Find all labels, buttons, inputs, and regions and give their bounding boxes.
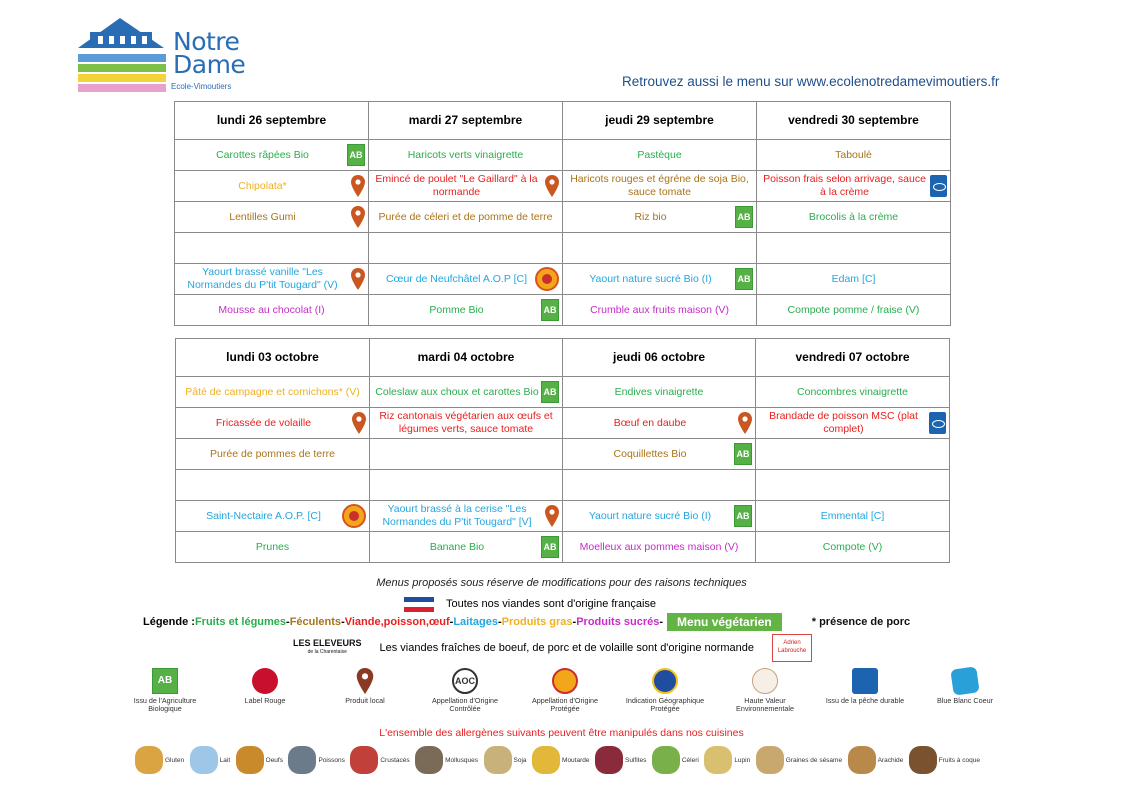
day-header-row	[176, 339, 950, 377]
allergen-item	[652, 746, 699, 774]
label-caption: Issu de l'Agriculture Biologique	[133, 696, 197, 713]
allergen-item	[704, 746, 750, 774]
allergen-label: Mollusques	[445, 756, 479, 764]
dish-name: Brocolis à la crème	[808, 210, 899, 223]
dish-name: Lentilles Gumi	[229, 210, 296, 223]
day-header: lundi 03 octobre	[176, 339, 370, 377]
menu-cell	[563, 295, 757, 326]
menu-cell	[175, 202, 369, 233]
local-pin-icon	[738, 412, 752, 434]
allergen-icon	[652, 746, 680, 774]
label-aoc-icon: AOC	[452, 668, 478, 694]
msc-icon	[929, 412, 946, 434]
menu-cell	[756, 470, 950, 501]
dish-name: Emincé de poulet "Le Gaillard" à la normande	[375, 173, 538, 198]
menu-cell	[757, 202, 951, 233]
menu-cell	[176, 408, 370, 439]
menu-cell	[369, 295, 563, 326]
dish-name: Haricots rouges et égréne de soja Bio, sauce tomate	[570, 173, 749, 198]
menu-row	[176, 532, 950, 563]
dish-name: Compote (V)	[822, 540, 883, 553]
dish-name: Saint-Nectaire A.O.P. [C]	[206, 509, 321, 522]
allergen-icon	[135, 746, 163, 774]
eleveurs-badge-line-2: de la Charentaise	[307, 649, 347, 655]
menu-cell	[175, 140, 369, 171]
allergen-item	[484, 746, 527, 774]
allergen-label: Fruits à coque	[938, 756, 980, 764]
label-aop	[525, 664, 605, 726]
menu-cell	[563, 501, 756, 532]
label-caption: Appellation d'Origine Protégée	[531, 696, 599, 713]
menu-row	[175, 140, 951, 171]
menu-cell	[176, 377, 370, 408]
local-pin-icon	[545, 505, 559, 527]
allergen-icon	[236, 746, 264, 774]
ab-icon: AB	[347, 144, 365, 166]
menu-cell	[370, 377, 563, 408]
menu-cell	[563, 377, 756, 408]
logo-line-1: Notre	[173, 27, 240, 56]
dish-name: Coleslaw aux choux et carottes Bio	[375, 385, 539, 398]
menu-row	[175, 264, 951, 295]
menu-cell	[369, 233, 563, 264]
dish-name: Cœur de Neufchâtel A.O.P [C]	[385, 272, 528, 285]
menu-cell	[370, 439, 563, 470]
ab-icon: AB	[735, 268, 753, 290]
allergen-label: Graines de sésame	[785, 756, 843, 764]
ab-icon: AB	[734, 505, 752, 527]
label-produit-local-icon	[352, 668, 378, 694]
allergen-label: Soja	[513, 756, 527, 764]
legend-separator: -	[497, 616, 502, 628]
allergen-icon	[595, 746, 623, 774]
menu-cell	[175, 171, 369, 202]
allergen-item	[415, 746, 478, 774]
legend-feculents: Féculents	[289, 616, 342, 628]
allergen-item	[532, 746, 589, 774]
viandes-normandes-text: Les viandes fraîches de boeuf, de porc et de volaille sont d'origine normande	[379, 642, 755, 654]
allergen-item	[236, 746, 283, 774]
menu-cell	[369, 171, 563, 202]
allergen-item	[288, 746, 344, 774]
viandes-normandes-line	[293, 633, 812, 663]
dish-name: Compote pomme / fraise (V)	[787, 303, 920, 316]
quality-labels	[125, 664, 1005, 726]
label-bbc	[925, 664, 1005, 726]
allergen-label: Moutarde	[562, 756, 590, 764]
menu-cell	[756, 408, 950, 439]
allergen-icon	[532, 746, 560, 774]
dish-name: Pomme Bio	[429, 303, 484, 316]
label-aoc	[425, 664, 505, 726]
allergen-label: Céleri	[681, 756, 699, 764]
menu-cell	[563, 532, 756, 563]
label-igp	[625, 664, 705, 726]
dish-name: Purée de pommes de terre	[210, 447, 335, 460]
dish-name: Yaourt brassé vanille "Les Normandes du P'tit Tougard" (V)	[187, 266, 338, 291]
legend-label: Légende :	[143, 616, 195, 628]
allergen-label: Lupin	[734, 756, 751, 764]
allergen-title: L'ensemble des allergènes suivants peuvent être manipulés dans nos cuisines	[379, 727, 744, 739]
label-ab	[125, 664, 205, 726]
menu-cell	[563, 233, 757, 264]
dish-name: Carottes râpées Bio	[216, 148, 309, 161]
label-caption: Appellation d'Origine Contrôlée	[431, 696, 499, 713]
menu-row	[176, 470, 950, 501]
legend-laitages: Laitages	[453, 616, 498, 628]
adrien-labrouche-badge: Adrien Labrouche	[772, 634, 812, 662]
menu-cell	[369, 264, 563, 295]
menu-cell	[757, 171, 951, 202]
allergen-item	[350, 746, 409, 774]
allergen-label: Sulfites	[625, 756, 647, 764]
label-caption: Haute Valeur Environnementale	[736, 696, 794, 713]
label-caption: Issu de la pêche durable	[825, 696, 905, 705]
porc-note: * présence de porc	[811, 616, 911, 628]
menu-cell	[756, 501, 950, 532]
eleveurs-badge-line-1: LES ELEVEURS	[293, 638, 362, 648]
dish-name: Yaourt nature sucré Bio (I)	[588, 509, 712, 522]
dish-name: Brandade de poisson MSC (plat complet)	[769, 410, 918, 435]
label-caption: Label Rouge	[244, 696, 286, 705]
label-igp-icon	[652, 668, 678, 694]
les-eleveurs-badge	[293, 639, 362, 657]
local-pin-icon	[352, 412, 366, 434]
label-caption: Produit local	[345, 696, 385, 705]
label-msc-icon	[852, 668, 878, 694]
allergen-label: Poissons	[318, 756, 345, 764]
reserve-note: Menus proposés sous réserve de modifications pour des raisons techniques	[376, 577, 747, 589]
dish-name: Mousse au chocolat (I)	[218, 303, 325, 316]
dish-name: Taboulé	[835, 148, 872, 161]
dish-name: Banane Bio	[429, 540, 485, 553]
menu-cell	[175, 295, 369, 326]
menu-cell	[176, 470, 370, 501]
menu-cell	[757, 295, 951, 326]
day-header: vendredi 07 octobre	[756, 339, 950, 377]
allergen-item	[848, 746, 904, 774]
day-header: jeudi 06 octobre	[563, 339, 756, 377]
local-pin-icon	[351, 268, 365, 290]
allergen-icon	[190, 746, 218, 774]
allergen-label: Crustacés	[380, 756, 410, 764]
dish-name: Bœuf en daube	[613, 416, 687, 429]
dish-name: Pastèque	[637, 148, 682, 161]
logo-line-2: Dame	[173, 50, 246, 79]
school-building-logo-icon	[76, 14, 172, 98]
dish-name: Endives vinaigrette	[614, 385, 704, 398]
menu-cell	[370, 501, 563, 532]
dish-name: Purée de céleri et de pomme de terre	[378, 210, 553, 223]
allergen-icon	[909, 746, 937, 774]
day-header: vendredi 30 septembre	[757, 102, 951, 140]
allergen-item	[909, 746, 980, 774]
day-header-row	[175, 102, 951, 140]
dish-name: Edam [C]	[831, 272, 876, 285]
dish-name: Crumble aux fruits maison (V)	[590, 303, 729, 316]
dish-name: Yaourt brassé à la cerise "Les Normandes du P'tit Tougard" [V]	[382, 503, 532, 528]
ab-icon: AB	[734, 443, 752, 465]
menu-cell	[369, 202, 563, 233]
dish-name: Poisson frais selon arrivage, sauce à la crème	[763, 173, 926, 198]
allergen-item	[595, 746, 646, 774]
menu-cell	[756, 439, 950, 470]
label-hve-icon	[752, 668, 778, 694]
menu-row	[175, 171, 951, 202]
menu-row	[175, 295, 951, 326]
dish-name: Emmental [C]	[820, 509, 885, 522]
allergen-item	[190, 746, 230, 774]
label-caption: Indication Géographique Protégée	[625, 696, 705, 713]
menu-cell	[757, 140, 951, 171]
dish-name: Chipolata*	[238, 179, 287, 192]
allergen-icon	[848, 746, 876, 774]
allergen-label: Arachide	[877, 756, 904, 764]
day-header: jeudi 29 septembre	[563, 102, 757, 140]
allergen-label: Oeufs	[265, 756, 283, 764]
menu-row	[176, 439, 950, 470]
menu-cell	[563, 408, 756, 439]
ab-icon: AB	[541, 536, 559, 558]
label-ab-icon: AB	[152, 668, 178, 694]
dish-name: Fricassée de volaille	[215, 416, 312, 429]
local-pin-icon	[351, 175, 365, 197]
menu-cell	[563, 202, 757, 233]
menu-cell	[175, 233, 369, 264]
dish-name: Yaourt nature sucré Bio (I)	[589, 272, 712, 285]
menu-table-week-1	[174, 101, 951, 326]
allergen-label: Gluten	[165, 756, 185, 764]
menu-cell	[756, 532, 950, 563]
ab-icon: AB	[541, 381, 559, 403]
dish-name: Concombres vinaigrette	[797, 385, 908, 398]
allergen-icon	[288, 746, 316, 774]
allergen-list	[135, 741, 980, 779]
ab-icon: AB	[735, 206, 753, 228]
logo-subtitle: Ecole-Vimoutiers	[171, 82, 232, 91]
legend-fruits-legumes: Fruits et légumes	[194, 616, 287, 628]
menu-cell	[370, 470, 563, 501]
dish-name: Haricots verts vinaigrette	[407, 148, 524, 161]
menu-cell	[370, 408, 563, 439]
label-msc	[825, 664, 905, 726]
label-produit-local	[325, 664, 405, 726]
menu-cell	[756, 377, 950, 408]
local-pin-icon	[545, 175, 559, 197]
legend-viande: Viande,poisson,œuf	[344, 616, 450, 628]
menu-row	[176, 377, 950, 408]
allergen-icon	[704, 746, 732, 774]
allergen-item	[756, 746, 842, 774]
menu-row	[175, 202, 951, 233]
label-rouge	[225, 664, 305, 726]
website-line[interactable]: Retrouvez aussi le menu sur www.ecolenotredamevimoutiers.fr	[622, 74, 1000, 89]
legend-produits-gras: Produits gras	[501, 616, 573, 628]
aop-icon	[535, 267, 559, 291]
menu-cell	[176, 439, 370, 470]
menu-cell	[563, 470, 756, 501]
dish-name: Moelleux aux pommes maison (V)	[579, 540, 739, 553]
legend-separator: -	[659, 616, 664, 628]
menu-cell	[175, 264, 369, 295]
label-aop-icon	[552, 668, 578, 694]
legend	[143, 610, 983, 634]
legend-menu-vegetarien: Menu végétarien	[667, 613, 782, 631]
allergen-icon	[415, 746, 443, 774]
school-logo	[76, 14, 251, 98]
school-name	[173, 27, 246, 79]
menu-row	[176, 501, 950, 532]
day-header: mardi 27 septembre	[369, 102, 563, 140]
aop-icon	[342, 504, 366, 528]
dish-name: Riz bio	[634, 210, 667, 223]
menu-cell	[176, 501, 370, 532]
menu-table-week-2	[175, 338, 950, 563]
allergen-icon	[484, 746, 512, 774]
menu-cell	[757, 233, 951, 264]
day-header: lundi 26 septembre	[175, 102, 369, 140]
menu-cell	[563, 264, 757, 295]
label-caption: Blue Blanc Coeur	[937, 696, 993, 705]
label-bbc-icon	[950, 666, 979, 695]
dish-name: Pâté de campagne et cornichons* (V)	[185, 385, 360, 398]
label-hve	[725, 664, 805, 726]
label-rouge-icon	[252, 668, 278, 694]
menu-cell	[563, 140, 757, 171]
allergen-icon	[350, 746, 378, 774]
ab-icon: AB	[541, 299, 559, 321]
menu-cell	[370, 532, 563, 563]
dish-name: Riz cantonais végétarien aux œufs et légumes verts, sauce tomate	[379, 410, 553, 435]
allergen-item	[135, 746, 184, 774]
viandes-francaises-text: Toutes nos viandes sont d'origine française	[446, 598, 657, 610]
legend-separator: -	[341, 616, 345, 628]
legend-produits-sucres: Produits sucrés	[576, 616, 660, 628]
menu-row	[175, 233, 951, 264]
menu-cell	[563, 439, 756, 470]
day-header: mardi 04 octobre	[370, 339, 563, 377]
local-pin-icon	[351, 206, 365, 228]
legend-separator: -	[286, 616, 290, 628]
week-2-body	[176, 377, 950, 563]
dish-name: Coquillettes Bio	[613, 447, 687, 460]
menu-cell	[176, 532, 370, 563]
msc-icon	[930, 175, 947, 197]
menu-cell	[563, 171, 757, 202]
dish-name: Prunes	[255, 540, 290, 553]
week-1-body	[175, 140, 951, 326]
menu-cell	[369, 140, 563, 171]
allergen-icon	[756, 746, 784, 774]
allergen-label: Lait	[219, 756, 231, 764]
legend-separator: -	[449, 616, 454, 628]
menu-cell	[757, 264, 951, 295]
menu-row	[176, 408, 950, 439]
legend-separator: -	[572, 616, 577, 628]
